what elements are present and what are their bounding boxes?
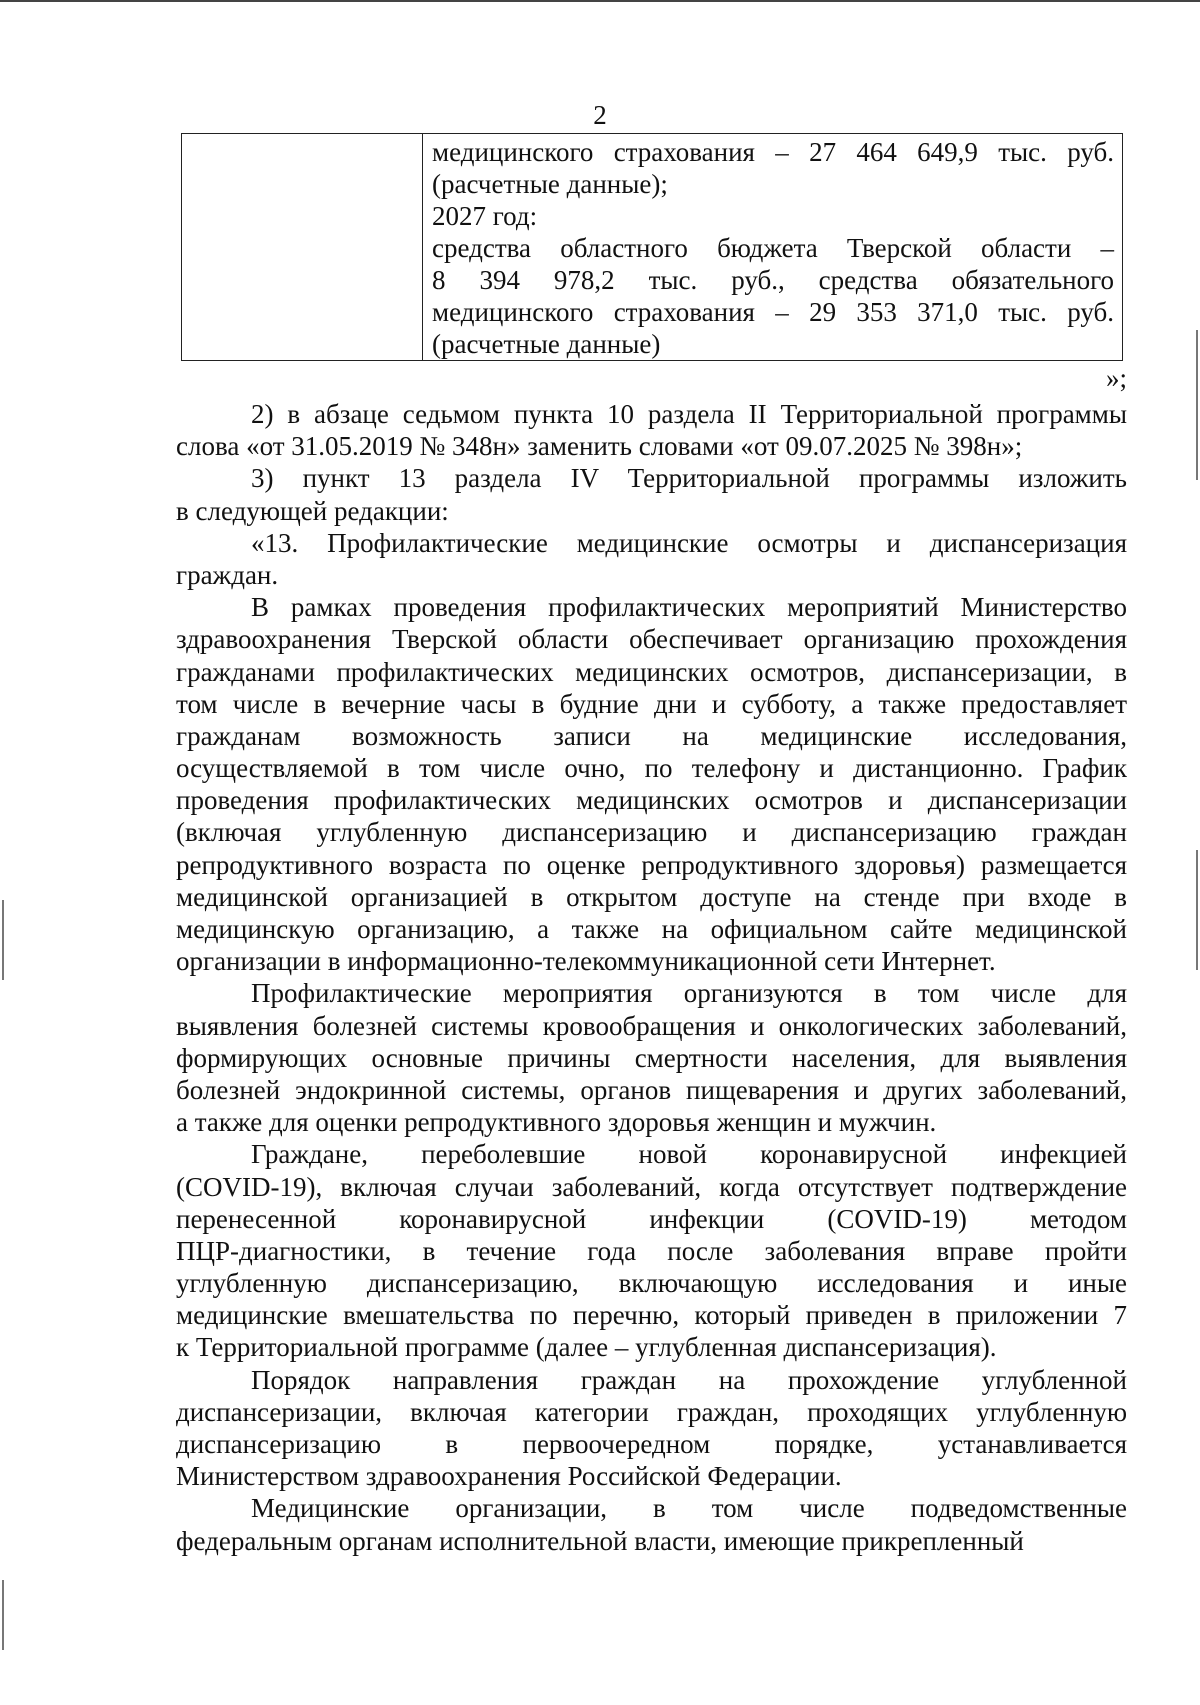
paragraph-first-line: Медицинские организации, в том числе подведомственные (251, 1493, 1127, 1524)
paragraph-line: организации в информационно-телекоммуникационной сети Интернет. (176, 946, 996, 977)
paragraph-first-line: 3) пункт 13 раздела IV Территориальной программы изложить (251, 463, 1127, 494)
table-row (182, 134, 1123, 361)
paragraph-first-line: Порядок направления граждан на прохождение углубленной (251, 1364, 1127, 1395)
paragraph-first-line: Граждане, переболевшие новой коронавирусной инфекцией (251, 1139, 1127, 1170)
closing-quote: »; (1105, 363, 1127, 393)
paragraph-line: формирующих основные причины смертности населения, для выявления (176, 1042, 1127, 1073)
paragraph-line: медицинскую организацию, а также на официальном сайте медицинской (176, 914, 1127, 944)
table-cell-right (423, 134, 1123, 361)
paragraph-line: медицинской организацией в открытом доступе на стенде при входе в (176, 881, 1127, 912)
paragraph-line: гражданам возможность записи на медицинские исследования, (176, 720, 1127, 751)
scan-margin-mark (2, 1580, 4, 1650)
scan-margin-mark (1196, 850, 1198, 970)
scan-margin-mark (2, 900, 4, 980)
table-line: медицинского страхования – 27 464 649,9 тыс. руб. (432, 137, 1114, 167)
paragraph-line: выявления болезней системы кровообращения и онкологических заболеваний, (176, 1010, 1127, 1041)
paragraph-line: гражданами профилактических медицинских осмотров, диспансеризации, в (176, 656, 1127, 687)
paragraph-first-line: В рамках проведения профилактических мероприятий Министерство (251, 592, 1127, 623)
financing-table-continuation (181, 133, 1123, 361)
paragraph-line: ПЦР-диагностики, в течение года после заболевания вправе пройти (176, 1235, 1127, 1266)
paragraph-line: к Территориальной программе (далее – углубленная диспансеризация). (176, 1332, 997, 1363)
paragraph-first-line: «13. Профилактические медицинские осмотры и диспансеризация (251, 527, 1127, 558)
table-line: 2027 год: (432, 201, 538, 231)
paragraph-line: диспансеризацию в первоочередном порядке, устанавливается (176, 1429, 1127, 1459)
table-line: медицинского страхования – 29 353 371,0 тыс. руб. (432, 297, 1114, 327)
paragraph-line: диспансеризации, включая категории граждан, проходящих углубленную (176, 1396, 1127, 1427)
paragraph-line: осуществляемой в том числе очно, по телефону и дистанционно. График (176, 753, 1127, 784)
paragraph-line: граждан. (176, 559, 279, 590)
paragraph-line: а также для оценки репродуктивного здоровья женщин и мужчин. (176, 1107, 937, 1138)
paragraph-line: болезней эндокринной системы, органов пищеварения и других заболеваний, (176, 1074, 1127, 1105)
paragraph-first-line: 2) в абзаце седьмом пункта 10 раздела II Территориальной программы (251, 399, 1127, 429)
paragraph-line: Министерством здравоохранения Российской Федерации. (176, 1461, 842, 1492)
table-line: (расчетные данные); (432, 169, 668, 199)
paragraph-line: здравоохранения Тверской области обеспечивает организацию прохождения (176, 624, 1127, 655)
paragraph-line: (COVID-19), включая случаи заболеваний, когда отсутствует подтверждение (176, 1171, 1127, 1202)
table-line: средства областного бюджета Тверской области – (432, 233, 1114, 263)
paragraph-line: (включая углубленную диспансеризацию и диспансеризацию граждан (176, 817, 1127, 848)
paragraph-line: слова «от 31.05.2019 № 348н» заменить словами «от 09.07.2025 № 398н»; (176, 431, 1023, 462)
paragraph-line: перенесенной коронавирусной инфекции (COVID-19) методом (176, 1203, 1127, 1234)
paragraph-line: проведения профилактических медицинских осмотров и диспансеризации (176, 785, 1127, 816)
paragraph-first-line: Профилактические мероприятия организуются в том числе для (251, 978, 1127, 1009)
paragraph-line: углубленную диспансеризацию, включающую исследования и иные (176, 1268, 1127, 1299)
table-line: 8 394 978,2 тыс. руб., средства обязательного (432, 265, 1114, 295)
document-body (176, 398, 1127, 1557)
paragraph-line: федеральным органам исполнительной власти, имеющие прикрепленный (176, 1525, 1024, 1556)
paragraph-line: том числе в вечерние часы в будние дни и субботу, а также предоставляет (176, 688, 1127, 719)
paragraph-line: в следующей редакции: (176, 495, 449, 526)
page-number: 2 (593, 100, 607, 130)
table-line: (расчетные данные) (432, 329, 661, 359)
paragraph-line: медицинские вмешательства по перечню, который приведен в приложении 7 (176, 1300, 1127, 1331)
paragraph-line: репродуктивного возраста по оценке репродуктивного здоровья) размещается (176, 849, 1127, 880)
table-cell-left-empty (182, 134, 423, 361)
scan-margin-mark (1196, 330, 1198, 480)
scan-top-edge (0, 0, 1200, 2)
